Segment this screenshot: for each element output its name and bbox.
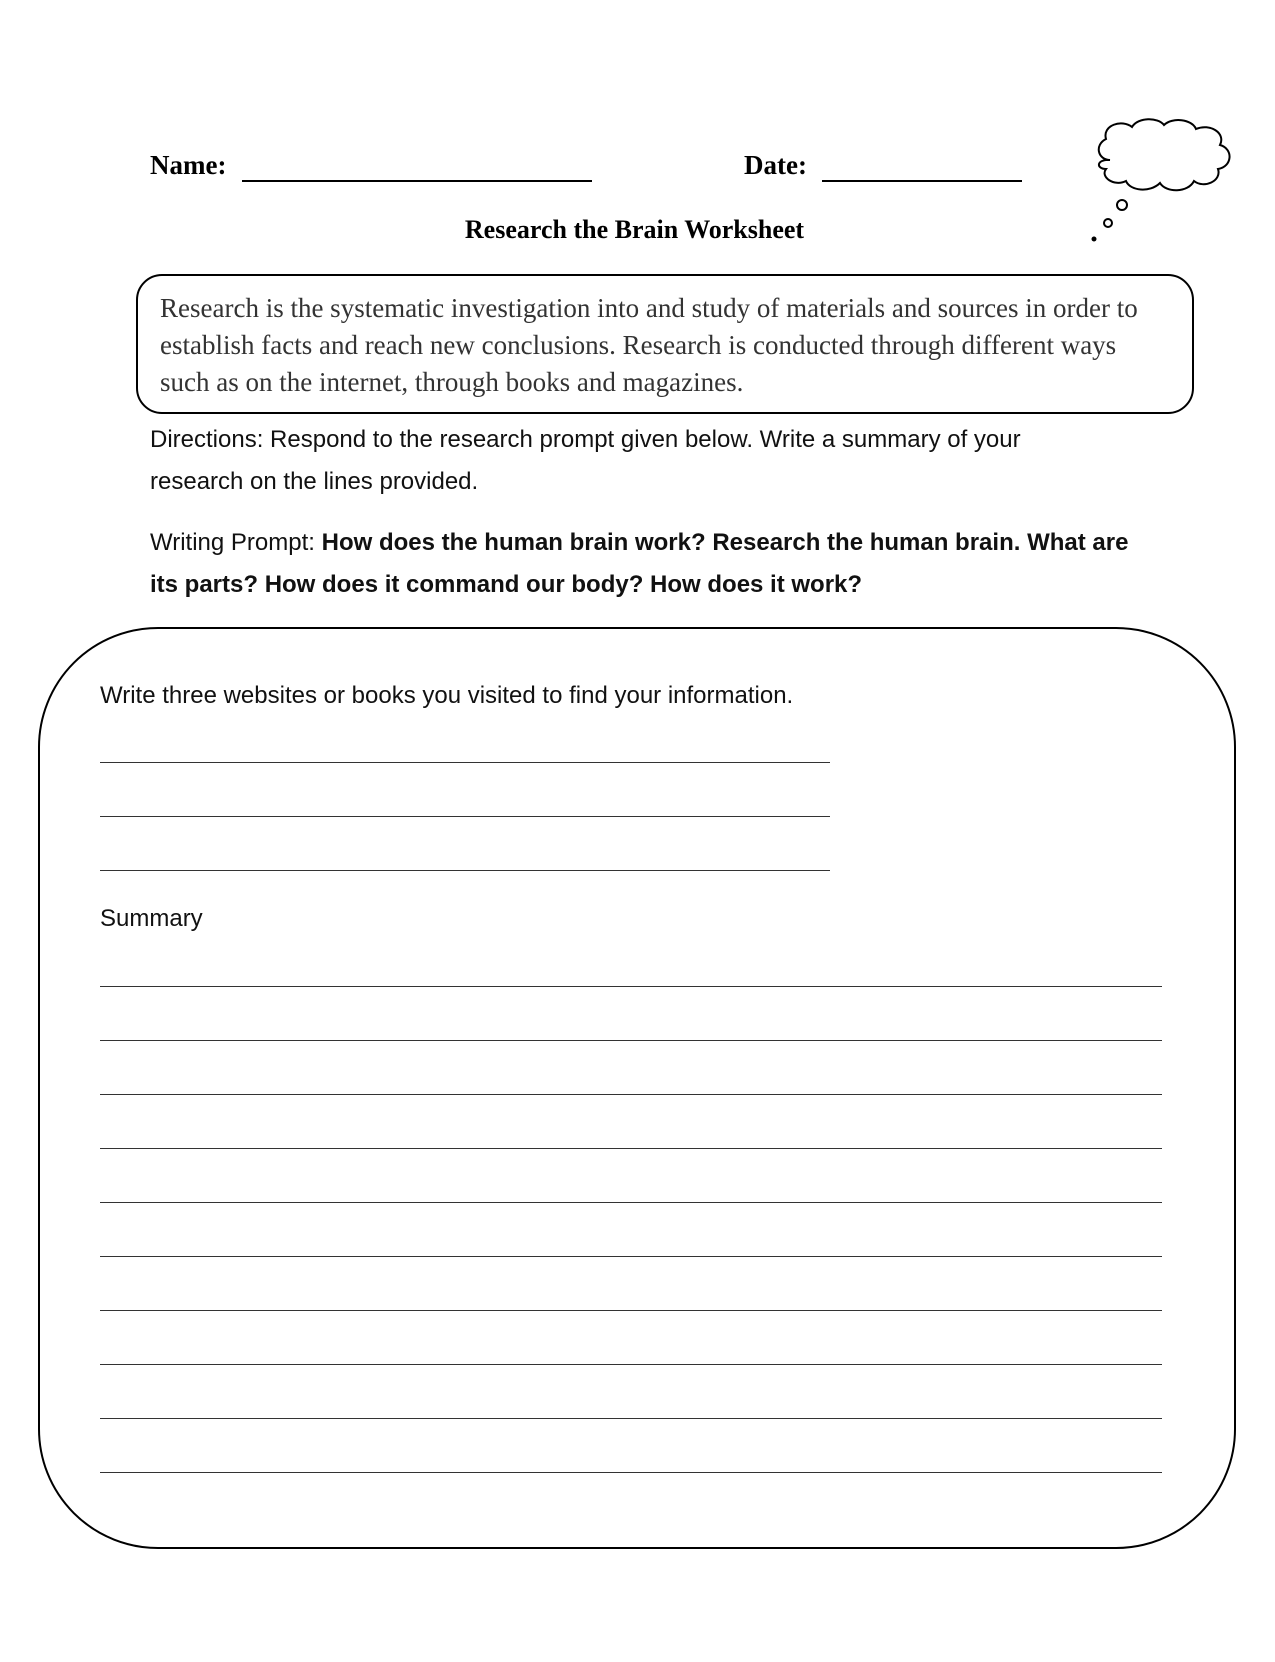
prompt-label: Writing Prompt: <box>150 529 322 556</box>
answer-box <box>38 627 1236 1549</box>
source-line[interactable] <box>100 762 830 763</box>
header <box>150 150 1030 190</box>
summary-line[interactable] <box>100 1418 1162 1419</box>
intro-text: Research is the systematic investigation into and study of materials and sources in order to establish facts and reach new conclusions. Research is conducted through different ways such as on the internet, through books and magazines. <box>160 293 1138 397</box>
date-field[interactable] <box>822 180 1022 182</box>
summary-line[interactable] <box>100 1148 1162 1149</box>
summary-line[interactable] <box>100 986 1162 987</box>
summary-line[interactable] <box>100 1202 1162 1203</box>
summary-line[interactable] <box>100 1094 1162 1095</box>
source-line[interactable] <box>100 816 830 817</box>
summary-label: Summary <box>100 905 203 932</box>
intro-box <box>136 274 1194 414</box>
summary-line[interactable] <box>100 1472 1162 1473</box>
summary-line[interactable] <box>100 1256 1162 1257</box>
name-label: Name: <box>150 150 227 180</box>
summary-line[interactable] <box>100 1040 1162 1041</box>
writing-prompt <box>150 522 1150 606</box>
summary-line[interactable] <box>100 1364 1162 1365</box>
name-field[interactable] <box>242 180 592 182</box>
summary-line[interactable] <box>100 1310 1162 1311</box>
prompt-text: How does the human brain work? Research the human brain. What are its parts? How does it command our body? How does it work? <box>150 529 1129 598</box>
page-title-text: Research the Brain Worksheet <box>464 215 805 244</box>
sources-label: Write three websites or books you visited to find your information. <box>100 682 794 709</box>
page-title <box>0 215 1275 245</box>
directions: Directions: Respond to the research prompt given below. Write a summary of your research on the lines provided. <box>150 426 1021 495</box>
source-line[interactable] <box>100 870 830 871</box>
date-label: Date: <box>744 150 807 180</box>
